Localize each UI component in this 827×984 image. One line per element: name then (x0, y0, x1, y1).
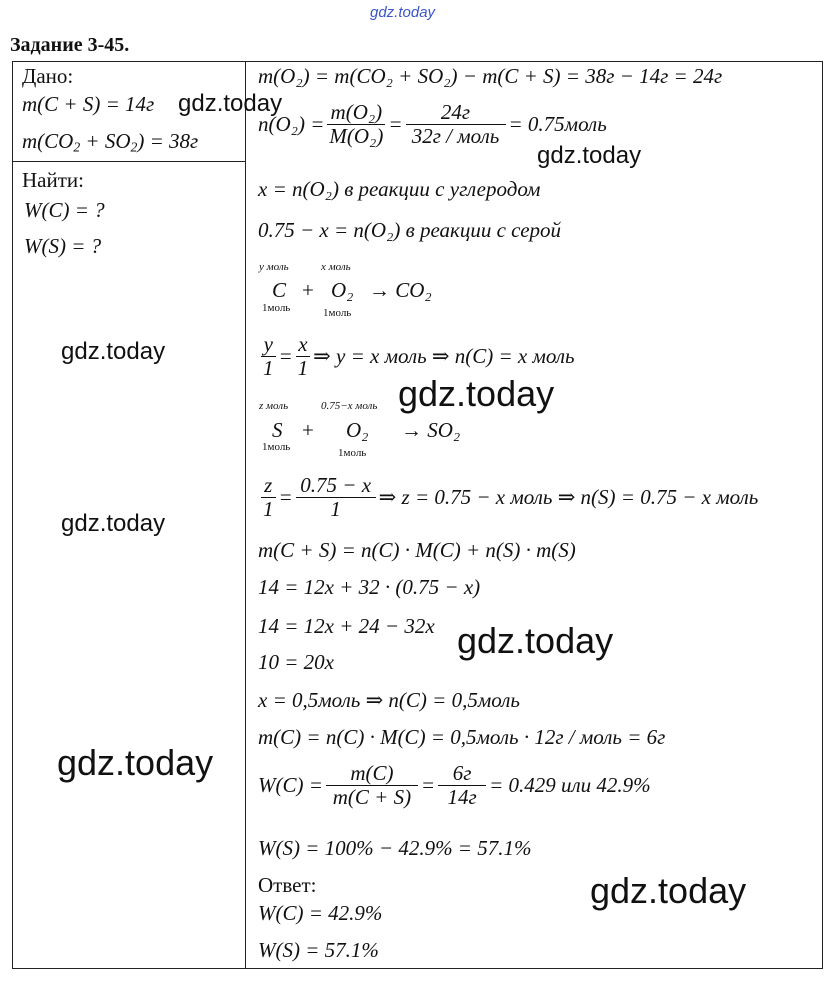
eq-substitution: 14 = 12x + 32 · (0.75 − x) (258, 575, 481, 599)
watermark: gdz.today (398, 373, 555, 414)
r1-above-c: y моль (259, 261, 289, 273)
watermark: gdz.today (178, 90, 283, 117)
answer-w-sulfur: W(S) = 57.1% (258, 938, 379, 962)
eq-sulfur-oxygen: 0.75 − x = n(O₂) в реакции с серой (258, 218, 562, 242)
eq-x-value: x = 0,5моль ⇒ n(C) = 0,5моль (258, 688, 520, 712)
r2-product: → SO₂ (401, 418, 461, 442)
answer-label: Ответ: (258, 873, 317, 897)
find-w-sulfur: W(S) = ? (24, 234, 102, 258)
given-label: Дано: (22, 64, 74, 88)
r1-product: → CO₂ (369, 278, 432, 302)
r2-below-s: 1моль (262, 441, 291, 453)
r1-below-o: 1моль (323, 307, 352, 319)
eq-proportion-sulfur: $\frac{z}{1}$ = $\frac{0.75 - x}{1}$ ⇒ z = 0.75 − x моль ⇒ n(S) = 0.75 − x моль (263, 473, 759, 522)
r1-below-c: 1моль (262, 302, 291, 314)
watermark: gdz.today (537, 142, 642, 169)
eq-mass-carbon: m(C) = n(C) · M(C) = 0,5моль · 12г / моль = 6г (258, 725, 666, 749)
given-mass-gases: $m(CO_2 + SO_2) = 38г$ (22, 129, 199, 155)
eq-proportion-carbon: $\frac{y}{1}$ = $\frac{x}{1}$ ⇒ y = x моль ⇒ n(C) = x моль (263, 332, 575, 381)
r2-above-s: z моль (259, 400, 289, 412)
r1-oxygen: O₂ (331, 278, 354, 302)
r2-oxygen: O₂ (346, 418, 369, 442)
r2-above-o: 0.75−x моль (321, 400, 378, 412)
given-mass-mixture: m(C + S) = 14г (22, 92, 155, 116)
watermark: gdz.today (61, 338, 166, 365)
r2-sulfur: S (272, 418, 283, 442)
eq-x-definition: x = n(O₂) в реакции с углеродом (258, 177, 541, 201)
find-w-carbon: W(C) = ? (24, 198, 105, 222)
watermark: gdz.today (61, 510, 166, 537)
eq-w-carbon: W(C) = $\frac{m(C)}{m(C + S)}$ = $\frac{6г}{14г}$ = 0.429 или 42.9% (258, 761, 651, 810)
site-header[interactable]: gdz.today (370, 4, 436, 21)
page-title: Задание 3-45. (10, 34, 130, 56)
given-find-divider (12, 161, 246, 162)
watermark: gdz.today (457, 620, 614, 661)
r1-above-o: x моль (321, 261, 351, 273)
r2-plus: + (302, 418, 314, 442)
answer-w-carbon: W(C) = 42.9% (258, 901, 383, 925)
eq-expanded: 14 = 12x + 24 − 32x (258, 614, 435, 638)
eq-moles-oxygen: n(O₂) = $\frac{\text{m(O₂)}}{\text{M(O₂)}}$ = $\frac{24г}{\text{32г / моль}}$ = 0.75моль (258, 100, 607, 149)
watermark: gdz.today (57, 742, 214, 783)
watermark: gdz.today (590, 870, 747, 911)
r2-below-o: 1моль (338, 447, 367, 459)
r1-carbon: C (272, 278, 287, 302)
eq-simplified: 10 = 20x (258, 650, 334, 674)
r1-plus: + (302, 278, 314, 302)
eq-mass-oxygen: m(O₂) = m(CO₂ + SO₂) − m(C + S) = 38г − 14г = 24г (258, 64, 723, 88)
find-label: Найти: (22, 168, 84, 192)
eq-mass-balance: m(C + S) = n(C) · M(C) + n(S) · m(S) (258, 538, 576, 562)
eq-w-sulfur: W(S) = 100% − 42.9% = 57.1% (258, 836, 532, 860)
column-divider (245, 61, 246, 969)
